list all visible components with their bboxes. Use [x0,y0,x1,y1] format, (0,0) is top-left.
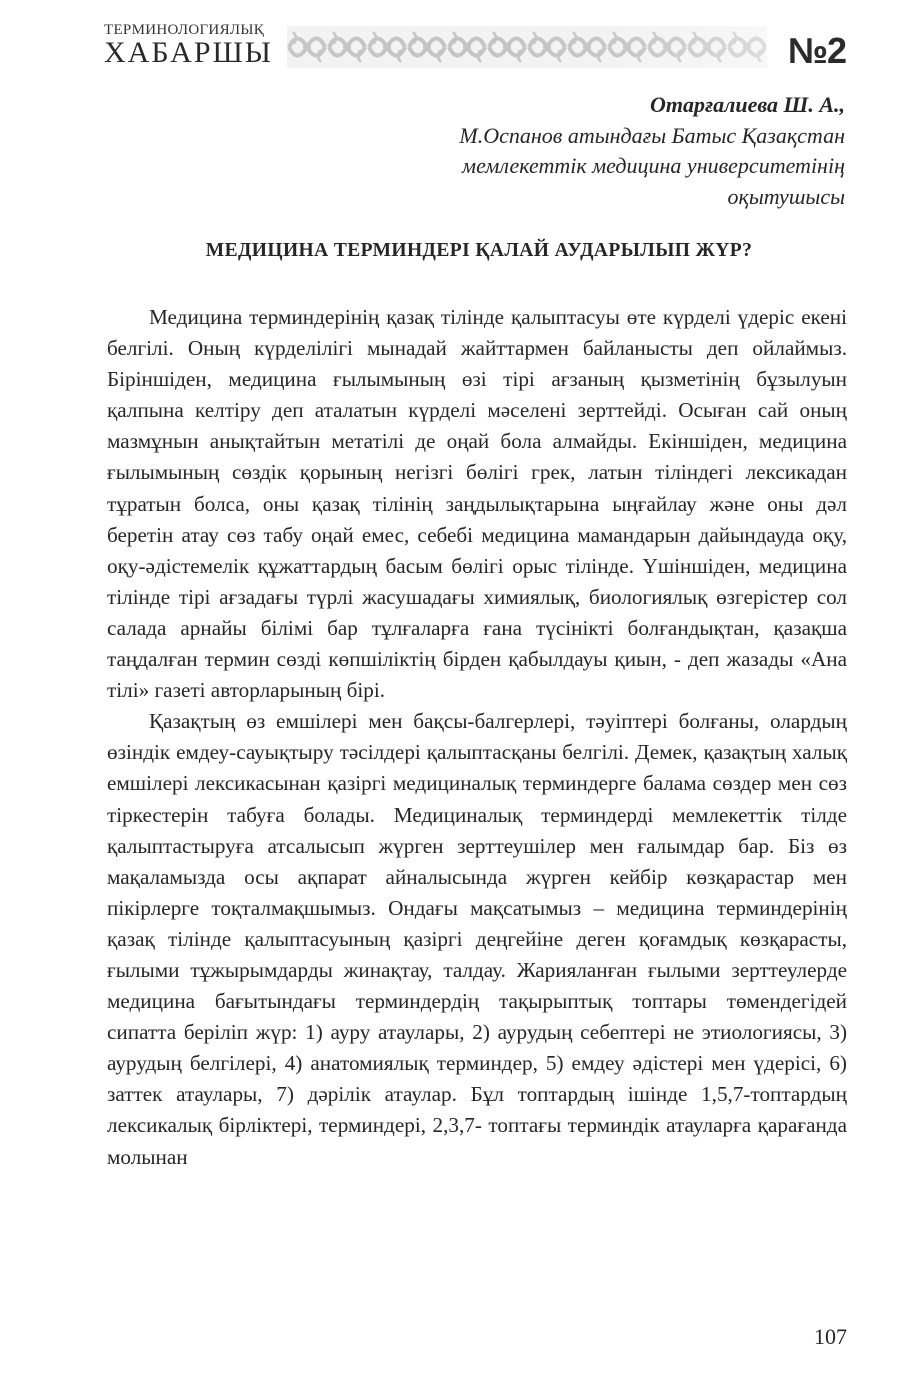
paragraph: Медицина терминдерінің қазақ тілінде қалыптасуы өте күрделі үдеріс екені белгілі. Оның күрделілігі мынадай жайттармен байланысты деп ойлаймыз. Біріншіден, медицина ғылымының өзі тірі ағзаның қызметінің бұзылуын қалпына келтіру деп аталатын күрделі мәселені зерттейді. Осыған сай оның мазмұнын анықтайтын метатілі де оңай бола алмайды. Екіншіден, медицина ғылымының сөздік қорының негізгі бөлігі грек, латын тіліндегі лексикадан тұратын болса, оны қазақ тілінің заңдылықтарына ыңғайлау және оны дәл беретін атау сөз табу оңай емес, себебі медицина мамандарын дайындауда оқу, оқу-әдістемелік құжаттардың басым бөлігі орыс тілінде. Үшіншіден, медицина тілінде тірі ағзадағы түрлі жасушадағы химиялық, биологиялық өзгерістер сол салада арнайы білімі бар тұлғаларға ғана түсінікті болғандықтан, қазақша таңдалған термин сөзді көпшіліктің бірден қабылдауы қиын, - деп жазады «Ана тілі» газеті авторларының бірі. [107,305,847,703]
article-title: МЕДИЦИНА ТЕРМИНДЕРІ ҚАЛАЙ АУДАРЫЛЫП ЖҮР? [205,240,753,261]
author-block [365,90,845,212]
author-affiliation-line: оқытушысы [727,183,845,209]
author-affiliation-line: М.Оспанов атындағы Батыс Қазақстан [459,122,845,148]
journal-kicker: ТЕРМИНОЛОГИЯЛЫҚ [104,22,265,38]
issue-number: №2 [787,30,846,71]
ornament-band-icon [287,26,767,68]
author-affiliation-line: мемлекеттік медицина университетінің [462,153,845,178]
article-body [107,302,847,1173]
author-name: Отарғалиева Ш. А., [649,92,845,117]
paragraph: Қазақтың өз емшілері мен бақсы-балгерлері, тәуіптері болғаны, олардың өзіндік емдеу-сауықтыру тәсілдері қалыптасқаны белгілі. Демек, қазақтың халық емшілері лексикасынан қазіргі медициналық терминдерге балама сөздер мен сөз тіркестерін табуға болады. Медициналық терминдерді мемлекеттік тілде қалыптастыруға атсалысып жүрген зерттеушілер мен ғалымдар бар. Біз өз мақаламызда осы ақпарат айналысында жүрген кейбір көзқарастар мен пікірлерге тоқталмақшымыз. Ондағы мақсатымыз – медицина терминдерінің қазақ тілінде қалыптасуының қазіргі деңгейіне деген қоғамдық көзқарасты, ғылыми тұжырымдарды жинақтау, талдау. Жарияланған ғылыми зерттеулерде медицина бағытындағы терминдердің тақырыптық топтары төмендегідей сипатта беріліп жүр: 1) ауру атаулары, 2) аурудың себептері не этиологиясы, 3) аурудың белгілері, 4) анатомиялық терминдер, 5) емдеу әдістері мен үдерісі, 6) заттек атаулары, 7) дәрілік атаулар. Бұл топтардың ішінде 1,5,7-топтардың лексикалық бірліктері, терминдері, 2,3,7- топтағы терминдік атауларға қарағанда молынан [107,709,847,1169]
journal-title: ХАБАРШЫ [104,36,273,69]
page-number: 107 [814,1324,847,1349]
journal-header [104,22,854,82]
